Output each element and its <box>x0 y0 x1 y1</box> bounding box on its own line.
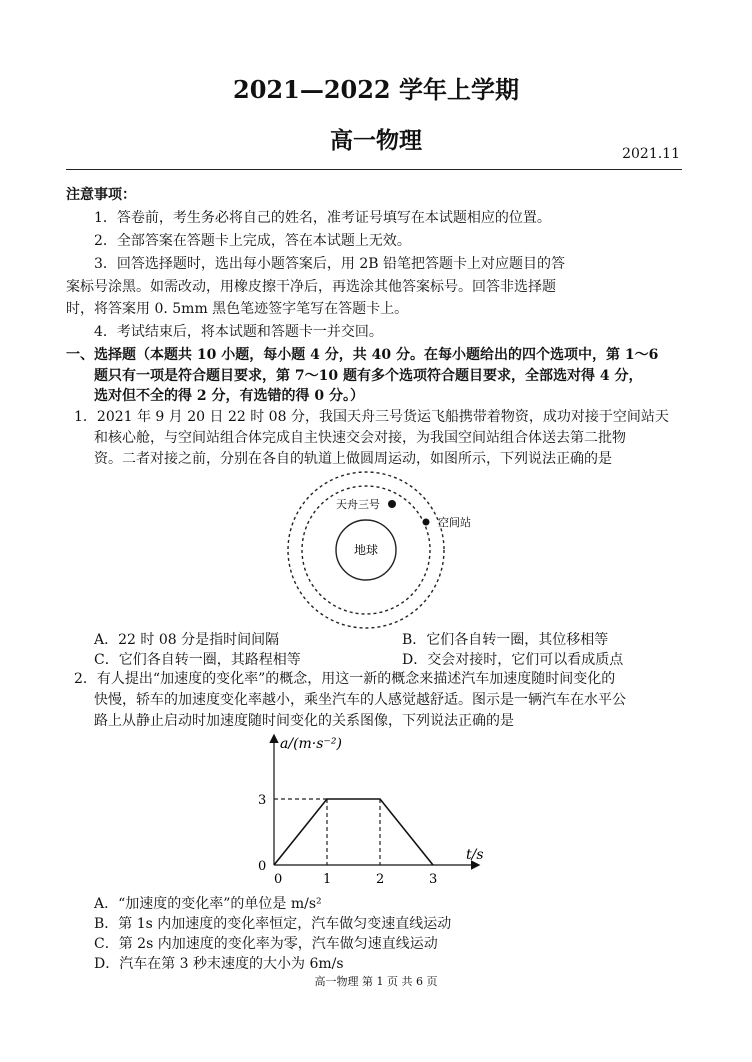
exam-date: 2021.11 <box>622 146 680 162</box>
notes-heading: 注意事项： <box>66 187 136 203</box>
x-axis-label: t/s <box>466 847 484 863</box>
y-tick-label: 0 <box>258 859 267 874</box>
note-2: 2．全部答案在答题卡上完成，答在本试题上无效。 <box>94 233 411 249</box>
q1-line-2: 和核心舱，与空间站组合体完成自主快速交会对接，为我国空间站组合体送去第二批物 <box>94 430 626 446</box>
exam-subject: 高一物理 <box>330 127 422 154</box>
orbit-diagram <box>270 466 490 630</box>
q2-line-3: 路上从静止启动时加速度随时间变化的关系图像，下列说法正确的是 <box>94 713 514 729</box>
q2-option-c: C．第 2s 内加速度的变化率为零，汽车做匀速直线运动 <box>94 936 438 952</box>
q1-option-d: D．交会对接时，它们可以看成质点 <box>402 652 624 668</box>
q2-line-1: 2．有人提出“加速度的变化率”的概念，用这一新的概念来描述汽车加速度随时间变化的 <box>74 671 616 687</box>
q2-option-b: B．第 1s 内加速度的变化率恒定，汽车做匀变速直线运动 <box>94 916 452 932</box>
tianzhou-label: 天舟三号 <box>336 498 380 511</box>
y-axis-label: a/(m·s⁻²) <box>280 736 342 752</box>
note-1: 1．答卷前，考生务必将自己的姓名，准考证号填写在本试题相应的位置。 <box>94 210 551 226</box>
note-3-line-1: 3．回答选择题时，选出每小题答案后，用 2B 铅笔把答题卡上对应题目的答 <box>94 256 566 272</box>
q1-line-3: 资。二者对接之前，分别在各自的轨道上做圆周运动，如图所示，下列说法正确的是 <box>94 451 612 467</box>
exam-title: 2021—2022 学年上学期 <box>233 75 519 104</box>
q1-option-c: C．它们各自转一圈，其路程相等 <box>94 652 301 668</box>
note-3-line-2: 案标号涂黑。如需改动，用橡皮擦干净后，再选涂其他答案标号。回答非选择题 <box>66 279 556 295</box>
note-4: 4．考试结束后，将本试题和答题卡一并交回。 <box>94 324 383 340</box>
q1-line-1: 1．2021 年 9 月 20 日 22 时 08 分，我国天舟三号货运飞船携带着物资，成功对接于空间站天 <box>74 409 669 425</box>
q2-option-a: A．“加速度的变化率”的单位是 m/s² <box>94 896 322 912</box>
station-label: 空间站 <box>438 516 471 529</box>
acceleration-time-chart <box>240 728 500 888</box>
section-heading-line-3: 选对但不全的得 2 分，有选错的得 0 分。） <box>94 388 364 404</box>
earth-label: 地球 <box>353 543 379 557</box>
series-line <box>274 799 433 865</box>
q2-line-2: 快慢，轿车的加速度变化率越小，乘坐汽车的人感觉越舒适。图示是一辆汽车在水平公 <box>94 692 626 708</box>
tianzhou-dot <box>388 500 396 508</box>
x-tick-label: 2 <box>376 872 385 887</box>
section-heading-line-2: 题只有一项是符合题目要求，第 7～10 题有多个选项符合题目要求，全部选对得 4 分， <box>94 368 643 384</box>
x-tick-label: 3 <box>429 872 438 887</box>
q1-option-b: B．它们各自转一圈，其位移相等 <box>402 632 609 648</box>
y-tick-label: 3 <box>258 793 267 808</box>
q1-option-a: A．22 时 08 分是指时间间隔 <box>94 632 280 648</box>
note-3-line-3: 时，将答案用 0. 5mm 黑色笔迹签字笔写在答题卡上。 <box>66 301 409 317</box>
section-heading-line-1: 一、选择题（本题共 10 小题，每小题 4 分，共 40 分。在每小题给出的四个选项中，第 1～6 <box>66 347 659 363</box>
page-footer: 高一物理 第 1 页 共 6 页 <box>314 975 438 988</box>
header-rule <box>66 169 682 170</box>
x-tick-label: 1 <box>323 872 332 887</box>
x-tick-label: 0 <box>274 872 283 887</box>
station-dot <box>423 519 430 526</box>
q2-option-d: D．汽车在第 3 秒末速度的大小为 6m/s <box>94 956 344 972</box>
